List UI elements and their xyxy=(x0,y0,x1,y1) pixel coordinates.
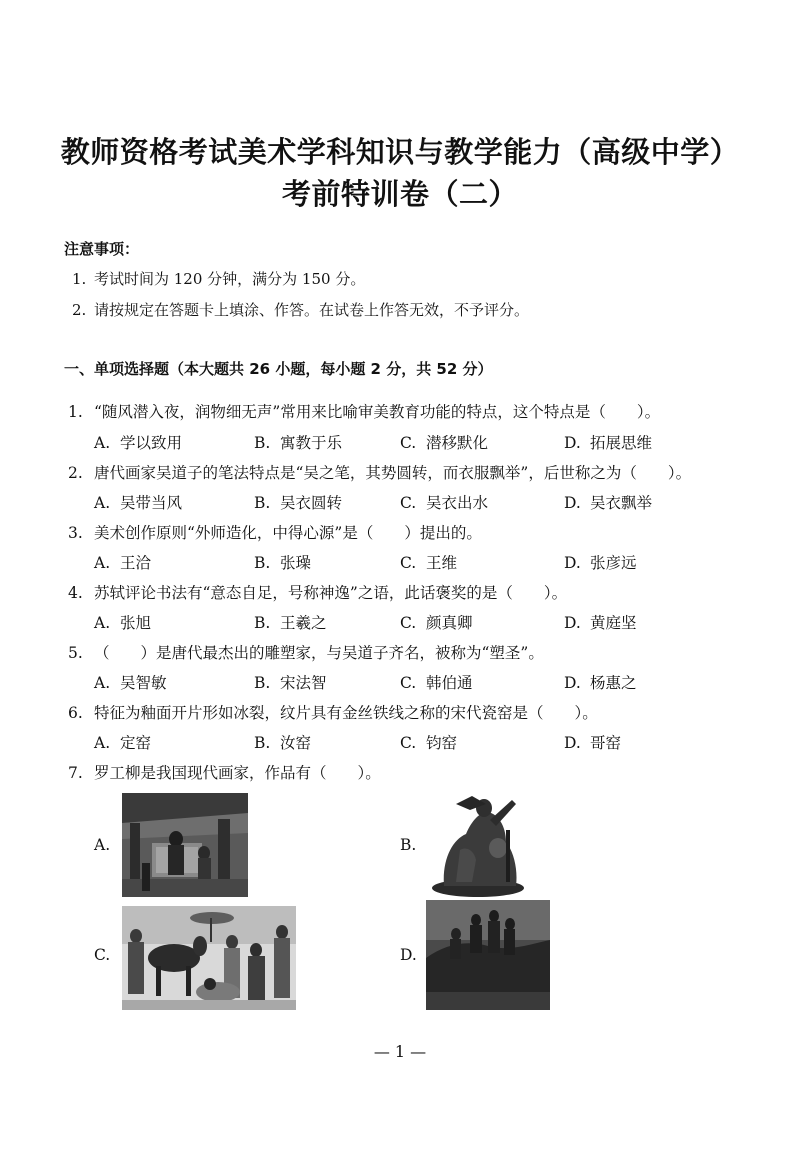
option-text: 王维 xyxy=(426,554,458,572)
notes-heading: 注意事项： xyxy=(64,240,140,258)
option-text: 王洽 xyxy=(120,554,152,572)
option-a xyxy=(94,671,167,693)
image-option-b-label: B. xyxy=(400,836,417,854)
question-6 xyxy=(68,701,598,723)
option-a xyxy=(94,431,182,453)
question-number: 6. xyxy=(68,704,83,722)
option-letter: A. xyxy=(94,494,111,512)
option-letter: A. xyxy=(94,734,111,752)
painting-interior-image xyxy=(122,793,248,897)
note-item xyxy=(72,299,529,320)
option-letter: A. xyxy=(94,434,111,452)
option-letter: D. xyxy=(564,554,581,572)
option-text: 吴智敏 xyxy=(120,674,167,692)
note-number: 2. xyxy=(72,301,87,319)
option-c xyxy=(400,491,488,513)
option-letter: D. xyxy=(564,674,581,692)
page-number: — 1 — xyxy=(373,1042,427,1061)
option-b xyxy=(254,431,342,453)
question-stem: 唐代画家吴道子的笔法特点是“吴之笔，其势圆转，而衣服飘举”，后世称之为（ ）。 xyxy=(94,464,692,482)
option-text: 张彦远 xyxy=(590,554,637,572)
option-text: 定窑 xyxy=(120,734,152,752)
section-heading: 一、单项选择题（本大题共 26 小题，每小题 2 分，共 52 分） xyxy=(64,360,493,378)
option-d xyxy=(564,731,621,753)
option-b xyxy=(254,671,327,693)
question-3 xyxy=(68,521,482,543)
option-a xyxy=(94,611,151,633)
option-text: 哥窑 xyxy=(590,734,622,752)
image-option-d-label: D. xyxy=(400,946,417,964)
question-number: 1. xyxy=(68,403,83,421)
question-stem: 苏轼评论书法有“意态自足，号称神逸”之语，此话褒奖的是（ ）。 xyxy=(94,584,568,602)
question-stem: （ ）是唐代最杰出的雕塑家，与吴道子齐名，被称为“塑圣”。 xyxy=(94,644,544,662)
question-number: 2. xyxy=(68,464,83,482)
option-letter: B. xyxy=(254,614,271,632)
question-number: 3. xyxy=(68,524,83,542)
option-letter: A. xyxy=(94,554,111,572)
image-option-c-painting xyxy=(122,906,296,1010)
option-text: 寓教于乐 xyxy=(280,434,343,452)
question-number: 5. xyxy=(68,644,83,662)
option-text: 王羲之 xyxy=(280,614,327,632)
option-letter: D. xyxy=(564,614,581,632)
option-text: 吴衣飘举 xyxy=(590,494,653,512)
question-stem: 美术创作原则“外师造化，中得心源”是（ ）提出的。 xyxy=(94,524,482,542)
painting-ridge-image xyxy=(426,900,550,1010)
option-text: 吴衣圆转 xyxy=(280,494,343,512)
question-4 xyxy=(68,581,567,603)
option-text: 学以致用 xyxy=(120,434,183,452)
option-d xyxy=(564,671,637,693)
image-option-b-sculpture xyxy=(426,790,528,898)
option-letter: B. xyxy=(254,674,271,692)
option-c xyxy=(400,551,457,573)
option-b xyxy=(254,611,327,633)
option-text: 吴带当风 xyxy=(120,494,183,512)
option-text: 宋法智 xyxy=(280,674,327,692)
document-subtitle: 考前特训卷（二） xyxy=(281,177,518,211)
option-letter: D. xyxy=(564,494,581,512)
option-text: 汝窑 xyxy=(280,734,312,752)
option-a xyxy=(94,731,151,753)
note-text: 考试时间为 120 分钟，满分为 150 分。 xyxy=(94,270,366,288)
option-letter: C. xyxy=(400,674,417,692)
option-letter: B. xyxy=(254,434,271,452)
question-number: 4. xyxy=(68,584,83,602)
option-b xyxy=(254,491,342,513)
question-1 xyxy=(68,400,660,422)
option-text: 杨惠之 xyxy=(590,674,637,692)
option-d xyxy=(564,551,637,573)
option-letter: C. xyxy=(400,734,417,752)
note-item xyxy=(72,268,365,289)
sculpture-image xyxy=(426,790,528,898)
option-letter: A. xyxy=(94,674,111,692)
option-c xyxy=(400,731,457,753)
painting-group-image xyxy=(122,906,296,1010)
option-c xyxy=(400,671,473,693)
question-stem: 罗工柳是我国现代画家，作品有（ ）。 xyxy=(94,764,381,782)
option-text: 钧窑 xyxy=(426,734,458,752)
option-letter: B. xyxy=(254,494,271,512)
option-text: 韩伯通 xyxy=(426,674,473,692)
image-option-a-label: A. xyxy=(94,836,111,854)
image-option-c-label: C. xyxy=(94,946,111,964)
option-b xyxy=(254,551,311,573)
note-number: 1. xyxy=(72,270,87,288)
option-letter: B. xyxy=(254,554,271,572)
question-number: 7. xyxy=(68,764,83,782)
option-text: 张旭 xyxy=(120,614,152,632)
question-2 xyxy=(68,461,691,483)
option-letter: B. xyxy=(254,734,271,752)
option-d xyxy=(564,611,637,633)
image-option-a-painting xyxy=(122,793,248,897)
option-a xyxy=(94,551,151,573)
option-letter: C. xyxy=(400,494,417,512)
option-c xyxy=(400,431,488,453)
option-letter: D. xyxy=(564,734,581,752)
option-text: 颜真卿 xyxy=(426,614,473,632)
option-letter: D. xyxy=(564,434,581,452)
option-text: 拓展思维 xyxy=(590,434,653,452)
option-text: 黄庭坚 xyxy=(590,614,637,632)
option-letter: C. xyxy=(400,434,417,452)
option-letter: C. xyxy=(400,614,417,632)
option-c xyxy=(400,611,473,633)
option-letter: A. xyxy=(94,614,111,632)
question-5 xyxy=(68,641,544,663)
question-stem: “随风潜入夜，润物细无声”常用来比喻审美教育功能的特点，这个特点是（ ）。 xyxy=(94,403,661,421)
question-7 xyxy=(68,761,381,783)
option-d xyxy=(564,491,652,513)
option-a xyxy=(94,491,182,513)
option-text: 潜移默化 xyxy=(426,434,489,452)
note-text: 请按规定在答题卡上填涂、作答。在试卷上作答无效，不予评分。 xyxy=(94,301,530,319)
option-text: 张璪 xyxy=(280,554,312,572)
image-option-d-painting xyxy=(426,900,550,1010)
question-stem: 特征为釉面开片形如冰裂，纹片具有金丝铁线之称的宋代瓷窑是（ ）。 xyxy=(94,704,598,722)
option-b xyxy=(254,731,311,753)
option-d xyxy=(564,431,652,453)
document-title: 教师资格考试美术学科知识与教学能力（高级中学） xyxy=(60,135,740,169)
option-text: 吴衣出水 xyxy=(426,494,489,512)
option-letter: C. xyxy=(400,554,417,572)
